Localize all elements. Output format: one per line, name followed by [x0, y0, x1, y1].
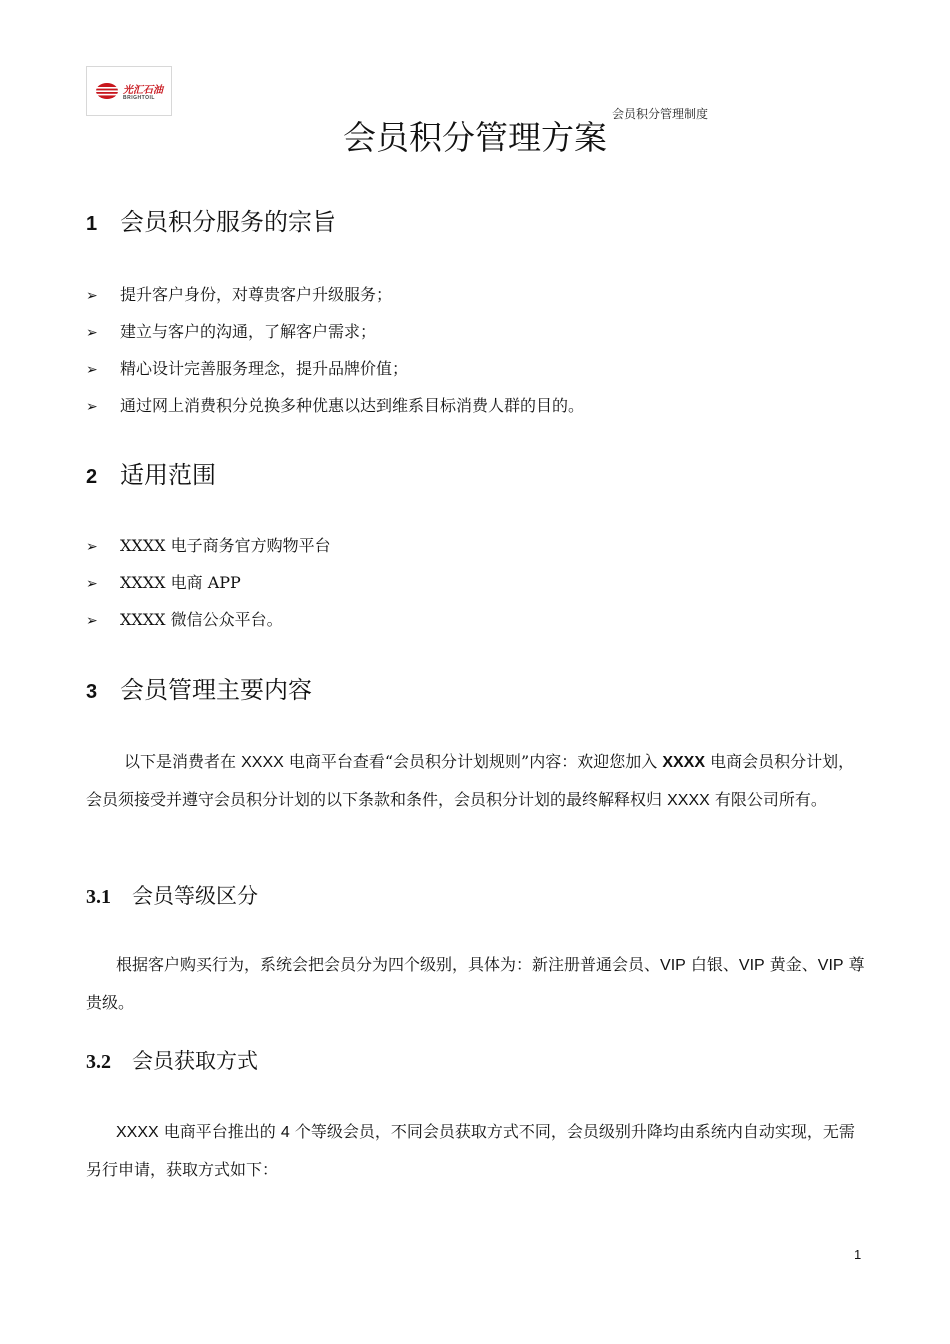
list-item: ➢ 通过网上消费积分兑换多种优惠以达到维系目标消费人群的目的。: [86, 396, 585, 415]
section-title: 会员积分服务的宗旨: [120, 208, 336, 236]
arrow-bullet-icon: ➢: [86, 362, 98, 378]
company-logo: [86, 66, 172, 116]
section-title: 会员等级区分: [132, 884, 258, 908]
logo-text-en: BRIGHTOIL: [123, 95, 155, 101]
list-item: ➢ 精心设计完善服务理念，提升品牌价值；: [86, 359, 409, 378]
logo-text-cn: 光汇石油: [123, 85, 163, 96]
arrow-bullet-icon: ➢: [86, 613, 98, 629]
section-title: 会员获取方式: [132, 1049, 258, 1073]
arrow-bullet-icon: ➢: [86, 399, 98, 415]
list-item: ➢ XXXX 电子商务官方购物平台: [86, 536, 331, 555]
section-number: 1: [86, 213, 98, 235]
section-3-2-text: XXXX 电商平台推出的 4 个等级会员，不同会员获取方式不同，会员级别升降均由系统内自动实现，无需另行申请，获取方式如下：: [86, 1122, 855, 1179]
section-3-1-heading: [86, 880, 258, 910]
section-3-1-text: 根据客户购买行为，系统会把会员分为四个级别，具体为：新注册普通会员、VIP 白银、VIP 黄金、VIP 尊贵级。: [86, 955, 865, 1012]
arrow-bullet-icon: ➢: [86, 576, 98, 592]
section-3-intro: 以下是消费者在 XXXX 电商平台查看“会员积分计划规则”内容：欢迎您加入 XXXX 电商会员积分计划，会员须接受并遵守会员积分计划的以下条款和条件，会员积分计划的最终解释权归 XXXX 有限公司所有。: [86, 752, 855, 809]
arrow-bullet-icon: ➢: [86, 325, 98, 341]
list-item: ➢ XXXX 微信公众平台。: [86, 610, 283, 629]
list-item: ➢ 建立与客户的沟通，了解客户需求；: [86, 322, 377, 341]
section-1-heading: [86, 202, 336, 237]
page-number: 1: [854, 1247, 862, 1262]
section-number: 3: [86, 681, 98, 703]
section-3-2-heading: [86, 1045, 258, 1075]
list-item: ➢ 提升客户身份，对尊贵客户升级服务；: [86, 285, 393, 304]
document-title: 会员积分管理方案: [343, 118, 607, 157]
section-number: 3.2: [86, 1051, 111, 1073]
section-2-heading: [86, 455, 216, 490]
logo-mark-icon: [95, 82, 119, 100]
section-title: 会员管理主要内容: [120, 676, 312, 704]
section-3-heading: [86, 670, 312, 705]
header-note: 会员积分管理制度: [612, 107, 709, 121]
section-number: 2: [86, 466, 98, 488]
arrow-bullet-icon: ➢: [86, 288, 98, 304]
section-title: 适用范围: [120, 461, 216, 489]
arrow-bullet-icon: ➢: [86, 539, 98, 555]
section-number: 3.1: [86, 886, 111, 908]
list-item: ➢ XXXX 电商 APP: [86, 573, 241, 592]
